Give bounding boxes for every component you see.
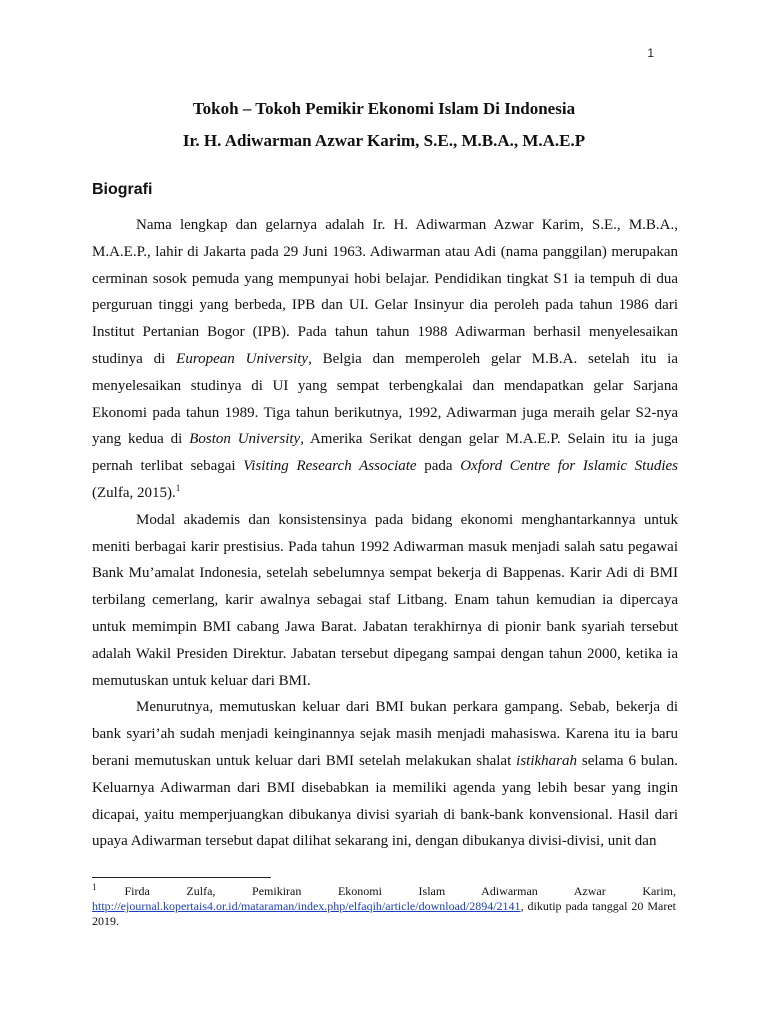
paragraph-1-italic-3: Visiting Research Associate <box>243 458 417 475</box>
title-line-1: Tokoh – Tokoh Pemikir Ekonomi Islam Di Indonesia <box>192 99 576 118</box>
footnote-separator <box>92 877 271 878</box>
paragraph-3 <box>92 694 678 855</box>
paragraph-2: Modal akademis dan konsistensinya pada bidang ekonomi menghantarkannya untuk meniti berbagai karir prestisius. Pada tahun 1992 Adiwarman masuk menjadi salah satu pegawai Bank Mu’amalat Indonesia, setelah sebelumnya sempat bekerja di Bappenas. Karir Adi di BMI terbilang cemerlang, karir awalnya sebagai staf Litbang. Enam tahun kemudian ia dipercaya untuk memimpin BMI cabang Jawa Barat. Jabatan terakhirnya di pionir bank syariah tersebut adalah Wakil Presiden Direktur. Jabatan tersebut dipegang sampai dengan tahun 2000, ketika ia memutuskan untuk keluar dari BMI. <box>92 511 678 689</box>
paragraph-3-text-1: Menurutnya, memutuskan keluar dari BMI bukan perkara gampang. Sebab, bekerja di bank syari’ah sudah menjadi keinginannya sejak masih menjadi mahasiswa. Karena itu ia baru berani memutuskan untuk keluar dari BMI setelah melakukan shalat <box>92 699 678 769</box>
paragraph-1-text-4: pada <box>416 458 461 475</box>
paragraph-1-italic-1: European University <box>176 350 309 367</box>
document-title <box>92 93 676 157</box>
footnote-mark: 1 <box>92 882 97 892</box>
footnote-text: Firda Zulfa, Pemikiran Ekonomi Islam Adiwarman Azwar Karim, <box>124 884 676 898</box>
title-line-2: Ir. H. Adiwarman Azwar Karim, S.E., M.B.A., M.A.E.P <box>182 131 586 150</box>
paragraph-1-italic-4: Oxford Centre for Islamic Studies <box>460 458 679 475</box>
footnote <box>92 884 676 929</box>
paragraph-3-text-2: selama 6 bulan. Keluarnya Adiwarman dari BMI disebabkan ia memiliki agenda yang lebih besar yang ingin dicapai, yaitu memperjuangkan dibukanya divisi syariah di bank-bank konvensional. Hasil dari upaya Adiwarman tersebut dapat dilihat sekarang ini, dengan dibukanya divisi-divisi, unit dan <box>92 752 678 850</box>
paragraph-1-text-3: , Amerika Serikat dengan gelar M.A.E.P. Selain itu ia juga pernah terlibat sebagai <box>92 431 678 475</box>
body-text <box>92 212 678 855</box>
page-number: 1 <box>647 46 654 60</box>
paragraph-3-italic-1: istikharah <box>516 752 577 769</box>
paragraph-1 <box>92 212 678 507</box>
section-heading-biografi: Biografi <box>92 181 153 198</box>
paragraph-1-text-5: (Zulfa, 2015). <box>92 484 176 501</box>
paragraph-1-text-2: , Belgia dan memperoleh gelar M.B.A. setelah itu ia menyelesaikan studinya di UI yang sempat terbengkalai dan mendapatkan gelar Sarjana Ekonomi pada tahun 1989. Tiga tahun berikutnya, 1992, Adiwarman juga meraih gelar S2-nya yang kedua di <box>92 350 678 448</box>
paragraph-1-text-1: Nama lengkap dan gelarnya adalah Ir. H. Adiwarman Azwar Karim, S.E., M.B.A., M.A.E.P., lahir di Jakarta pada 29 Juni 1963. Adiwarman atau Adi (nama panggilan) merupakan cerminan sosok pemuda yang mempunyai hobi belajar. Pendidikan tingkat S1 ia tempuh di dua perguruan tinggi yang berbeda, IPB dan UI. Gelar Insinyur dia peroleh pada tahun 1986 dari Institut Pertanian Bogor (IPB). Pada tahun tahun 1988 Adiwarman berhasil menyelesaikan studinya di <box>92 217 678 367</box>
footnote-reference[interactable]: 1 <box>175 482 181 493</box>
paragraph-1-italic-2: Boston University <box>189 431 301 448</box>
footnote-after-link: , dikutip pada tanggal 20 Maret 2019. <box>92 899 676 928</box>
footnote-link[interactable]: http://ejournal.kopertais4.or.id/mataraman/index.php/elfaqih/article/download/2894/2141 <box>92 899 521 913</box>
